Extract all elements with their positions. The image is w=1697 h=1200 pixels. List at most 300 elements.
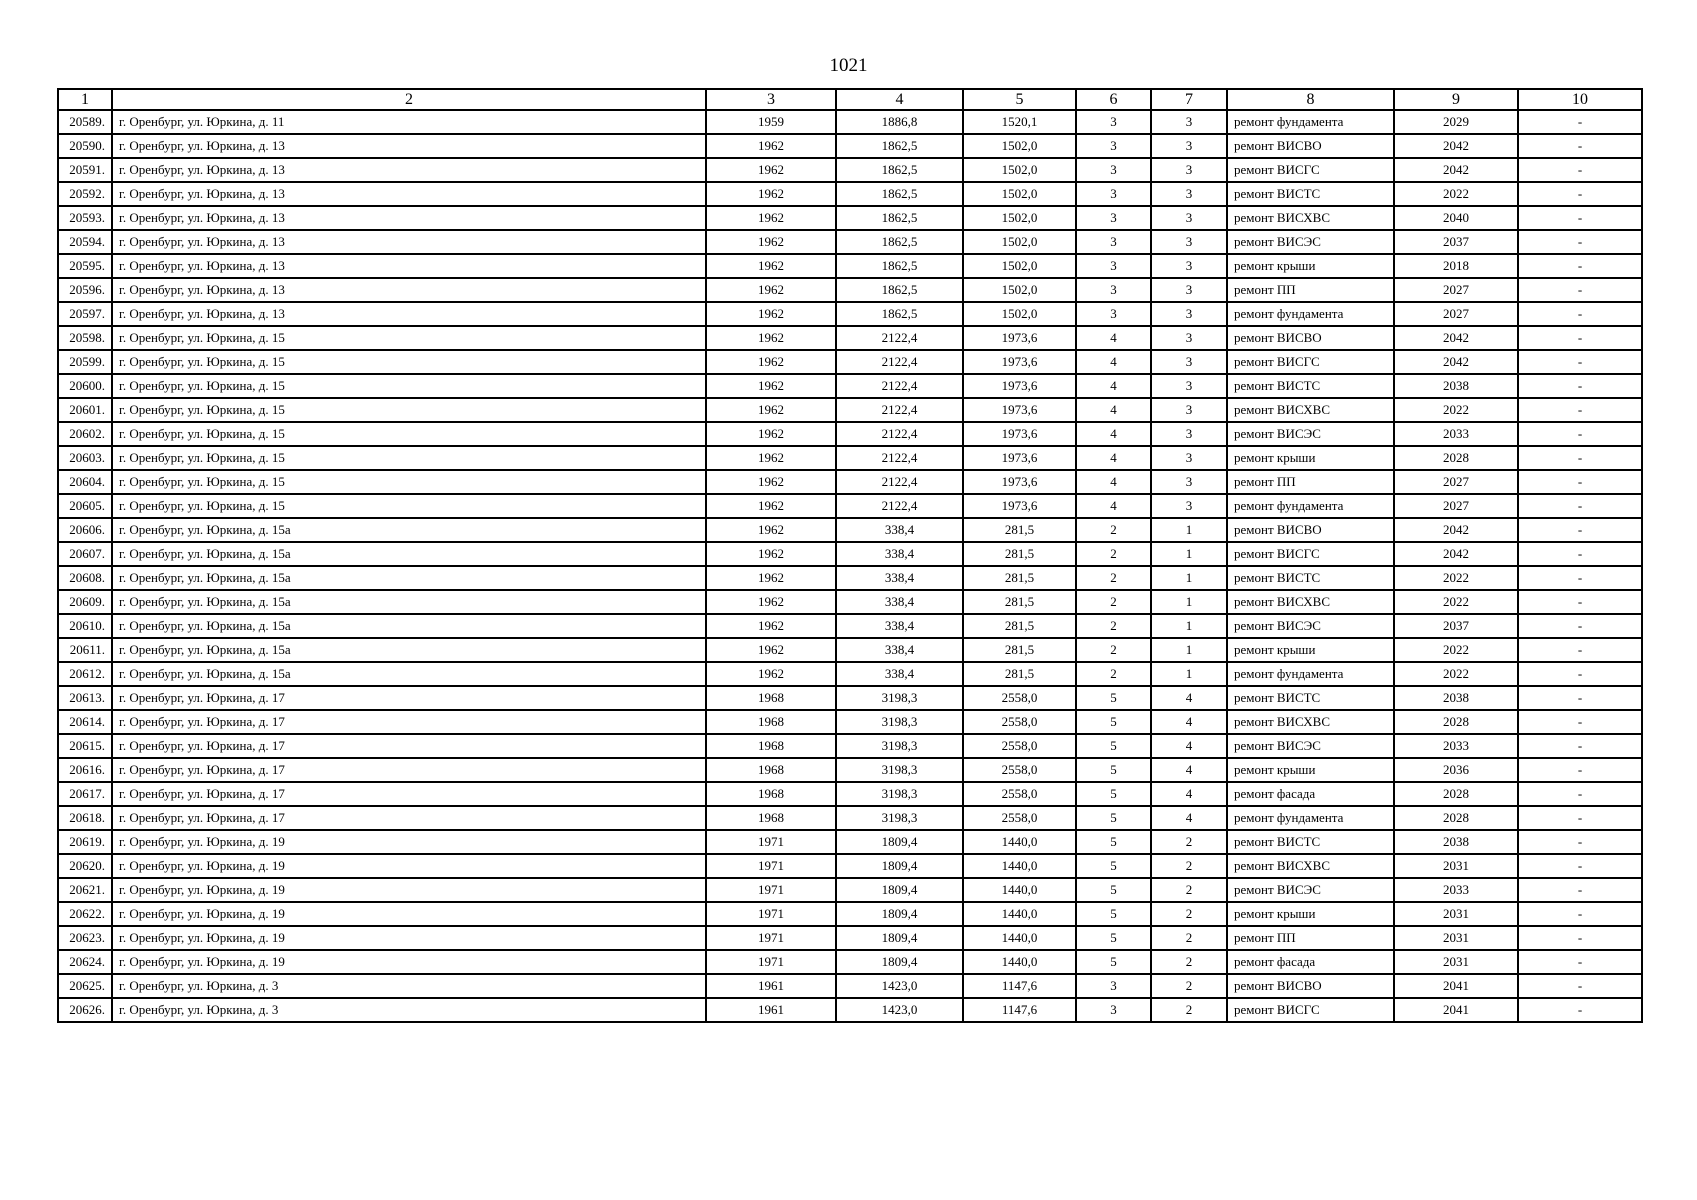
cell-living-area: 1973,6: [963, 374, 1076, 398]
cell-total-area: 1862,5: [836, 206, 963, 230]
cell-address: г. Оренбург, ул. Юркина, д. 15а: [112, 542, 706, 566]
cell-work-type: ремонт крыши: [1227, 254, 1394, 278]
cell-total-area: 3198,3: [836, 734, 963, 758]
cell-work-type: ремонт крыши: [1227, 638, 1394, 662]
cell-address: г. Оренбург, ул. Юркина, д. 13: [112, 254, 706, 278]
cell-row-number: 20607.: [58, 542, 112, 566]
cell-note: -: [1518, 758, 1642, 782]
cell-year-built: 1959: [706, 110, 836, 134]
cell-floors: 3: [1076, 278, 1151, 302]
cell-living-area: 2558,0: [963, 710, 1076, 734]
cell-address: г. Оренбург, ул. Юркина, д. 13: [112, 206, 706, 230]
cell-total-area: 1809,4: [836, 926, 963, 950]
cell-planned-year: 2028: [1394, 446, 1518, 470]
cell-address: г. Оренбург, ул. Юркина, д. 19: [112, 830, 706, 854]
cell-total-area: 3198,3: [836, 686, 963, 710]
table-row: [58, 926, 1642, 950]
cell-work-type: ремонт фундамента: [1227, 494, 1394, 518]
cell-planned-year: 2042: [1394, 326, 1518, 350]
cell-planned-year: 2038: [1394, 374, 1518, 398]
cell-floors: 2: [1076, 518, 1151, 542]
cell-address: г. Оренбург, ул. Юркина, д. 15а: [112, 614, 706, 638]
cell-planned-year: 2028: [1394, 782, 1518, 806]
table-row: [58, 230, 1642, 254]
cell-entrances: 1: [1151, 614, 1227, 638]
cell-address: г. Оренбург, ул. Юркина, д. 19: [112, 878, 706, 902]
cell-address: г. Оренбург, ул. Юркина, д. 13: [112, 278, 706, 302]
cell-entrances: 3: [1151, 398, 1227, 422]
cell-living-area: 1520,1: [963, 110, 1076, 134]
cell-planned-year: 2027: [1394, 278, 1518, 302]
cell-total-area: 338,4: [836, 518, 963, 542]
cell-living-area: 2558,0: [963, 734, 1076, 758]
cell-living-area: 281,5: [963, 542, 1076, 566]
cell-total-area: 2122,4: [836, 422, 963, 446]
cell-note: -: [1518, 854, 1642, 878]
cell-living-area: 1502,0: [963, 278, 1076, 302]
cell-work-type: ремонт ВИСВО: [1227, 974, 1394, 998]
cell-work-type: ремонт крыши: [1227, 758, 1394, 782]
cell-floors: 4: [1076, 494, 1151, 518]
cell-living-area: 2558,0: [963, 758, 1076, 782]
cell-row-number: 20592.: [58, 182, 112, 206]
cell-work-type: ремонт ВИСХВС: [1227, 206, 1394, 230]
cell-living-area: 281,5: [963, 566, 1076, 590]
table-row: [58, 806, 1642, 830]
cell-planned-year: 2033: [1394, 878, 1518, 902]
cell-note: -: [1518, 830, 1642, 854]
table-row: [58, 158, 1642, 182]
cell-entrances: 3: [1151, 182, 1227, 206]
cell-entrances: 1: [1151, 518, 1227, 542]
cell-floors: 4: [1076, 446, 1151, 470]
cell-address: г. Оренбург, ул. Юркина, д. 13: [112, 182, 706, 206]
cell-address: г. Оренбург, ул. Юркина, д. 17: [112, 758, 706, 782]
cell-entrances: 3: [1151, 470, 1227, 494]
cell-living-area: 1440,0: [963, 854, 1076, 878]
cell-year-built: 1968: [706, 806, 836, 830]
cell-work-type: ремонт ВИСЭС: [1227, 734, 1394, 758]
cell-living-area: 1973,6: [963, 326, 1076, 350]
cell-work-type: ремонт ВИСТС: [1227, 566, 1394, 590]
table-row: [58, 998, 1642, 1022]
cell-total-area: 2122,4: [836, 374, 963, 398]
cell-total-area: 338,4: [836, 662, 963, 686]
cell-living-area: 1973,6: [963, 350, 1076, 374]
cell-total-area: 1862,5: [836, 158, 963, 182]
cell-row-number: 20597.: [58, 302, 112, 326]
cell-total-area: 2122,4: [836, 494, 963, 518]
column-header: 7: [1151, 89, 1227, 110]
cell-planned-year: 2027: [1394, 470, 1518, 494]
cell-note: -: [1518, 614, 1642, 638]
cell-entrances: 1: [1151, 638, 1227, 662]
table-row: [58, 830, 1642, 854]
cell-address: г. Оренбург, ул. Юркина, д. 13: [112, 230, 706, 254]
cell-year-built: 1962: [706, 590, 836, 614]
cell-address: г. Оренбург, ул. Юркина, д. 19: [112, 902, 706, 926]
cell-total-area: 338,4: [836, 566, 963, 590]
cell-planned-year: 2022: [1394, 590, 1518, 614]
cell-total-area: 1862,5: [836, 278, 963, 302]
cell-note: -: [1518, 638, 1642, 662]
cell-row-number: 20618.: [58, 806, 112, 830]
cell-note: -: [1518, 350, 1642, 374]
table-row: [58, 182, 1642, 206]
cell-address: г. Оренбург, ул. Юркина, д. 15: [112, 446, 706, 470]
cell-planned-year: 2027: [1394, 494, 1518, 518]
cell-note: -: [1518, 542, 1642, 566]
cell-row-number: 20620.: [58, 854, 112, 878]
cell-floors: 5: [1076, 686, 1151, 710]
cell-year-built: 1962: [706, 254, 836, 278]
cell-row-number: 20613.: [58, 686, 112, 710]
cell-planned-year: 2028: [1394, 710, 1518, 734]
cell-note: -: [1518, 278, 1642, 302]
cell-year-built: 1971: [706, 950, 836, 974]
cell-entrances: 4: [1151, 806, 1227, 830]
cell-living-area: 1502,0: [963, 302, 1076, 326]
cell-living-area: 281,5: [963, 662, 1076, 686]
cell-floors: 2: [1076, 542, 1151, 566]
cell-year-built: 1962: [706, 542, 836, 566]
cell-row-number: 20598.: [58, 326, 112, 350]
cell-row-number: 20589.: [58, 110, 112, 134]
cell-note: -: [1518, 782, 1642, 806]
cell-planned-year: 2027: [1394, 302, 1518, 326]
cell-living-area: 1440,0: [963, 950, 1076, 974]
cell-planned-year: 2037: [1394, 230, 1518, 254]
cell-work-type: ремонт ВИСЭС: [1227, 878, 1394, 902]
cell-row-number: 20590.: [58, 134, 112, 158]
cell-year-built: 1962: [706, 302, 836, 326]
cell-floors: 4: [1076, 350, 1151, 374]
cell-floors: 2: [1076, 614, 1151, 638]
cell-planned-year: 2038: [1394, 830, 1518, 854]
cell-entrances: 3: [1151, 230, 1227, 254]
cell-year-built: 1962: [706, 518, 836, 542]
cell-living-area: 1973,6: [963, 398, 1076, 422]
cell-address: г. Оренбург, ул. Юркина, д. 15а: [112, 638, 706, 662]
cell-row-number: 20617.: [58, 782, 112, 806]
cell-planned-year: 2029: [1394, 110, 1518, 134]
cell-year-built: 1968: [706, 758, 836, 782]
cell-total-area: 1809,4: [836, 854, 963, 878]
cell-planned-year: 2031: [1394, 854, 1518, 878]
cell-total-area: 338,4: [836, 590, 963, 614]
column-header: 6: [1076, 89, 1151, 110]
cell-work-type: ремонт ВИСХВС: [1227, 590, 1394, 614]
cell-entrances: 3: [1151, 158, 1227, 182]
cell-address: г. Оренбург, ул. Юркина, д. 15а: [112, 518, 706, 542]
cell-entrances: 2: [1151, 926, 1227, 950]
cell-floors: 4: [1076, 326, 1151, 350]
cell-planned-year: 2022: [1394, 662, 1518, 686]
cell-planned-year: 2042: [1394, 542, 1518, 566]
cell-planned-year: 2031: [1394, 926, 1518, 950]
cell-address: г. Оренбург, ул. Юркина, д. 17: [112, 782, 706, 806]
cell-address: г. Оренбург, ул. Юркина, д. 15: [112, 326, 706, 350]
table-row: [58, 254, 1642, 278]
cell-year-built: 1962: [706, 182, 836, 206]
cell-entrances: 3: [1151, 302, 1227, 326]
cell-year-built: 1971: [706, 926, 836, 950]
cell-living-area: 1502,0: [963, 230, 1076, 254]
table-row: [58, 542, 1642, 566]
table-row: [58, 518, 1642, 542]
table-row: [58, 206, 1642, 230]
cell-total-area: 3198,3: [836, 710, 963, 734]
cell-year-built: 1962: [706, 374, 836, 398]
cell-work-type: ремонт ВИСХВС: [1227, 710, 1394, 734]
cell-note: -: [1518, 134, 1642, 158]
cell-note: -: [1518, 446, 1642, 470]
cell-year-built: 1968: [706, 686, 836, 710]
page-number: 1021: [829, 55, 868, 76]
table-row: [58, 302, 1642, 326]
cell-floors: 3: [1076, 974, 1151, 998]
cell-planned-year: 2031: [1394, 950, 1518, 974]
cell-year-built: 1962: [706, 446, 836, 470]
cell-work-type: ремонт ПП: [1227, 926, 1394, 950]
cell-year-built: 1962: [706, 470, 836, 494]
cell-living-area: 1440,0: [963, 878, 1076, 902]
cell-planned-year: 2037: [1394, 614, 1518, 638]
cell-year-built: 1962: [706, 350, 836, 374]
cell-total-area: 338,4: [836, 614, 963, 638]
cell-address: г. Оренбург, ул. Юркина, д. 15: [112, 494, 706, 518]
cell-living-area: 1147,6: [963, 998, 1076, 1022]
cell-total-area: 1809,4: [836, 878, 963, 902]
column-header: 1: [58, 89, 112, 110]
cell-address: г. Оренбург, ул. Юркина, д. 19: [112, 950, 706, 974]
cell-year-built: 1971: [706, 902, 836, 926]
cell-floors: 3: [1076, 182, 1151, 206]
cell-total-area: 3198,3: [836, 758, 963, 782]
cell-floors: 3: [1076, 254, 1151, 278]
cell-planned-year: 2022: [1394, 398, 1518, 422]
cell-work-type: ремонт ВИСГС: [1227, 158, 1394, 182]
cell-work-type: ремонт ВИСТС: [1227, 686, 1394, 710]
column-header: 9: [1394, 89, 1518, 110]
cell-entrances: 3: [1151, 374, 1227, 398]
cell-floors: 5: [1076, 782, 1151, 806]
cell-address: г. Оренбург, ул. Юркина, д. 15: [112, 470, 706, 494]
cell-floors: 4: [1076, 422, 1151, 446]
cell-floors: 3: [1076, 110, 1151, 134]
cell-floors: 5: [1076, 950, 1151, 974]
table-row: [58, 734, 1642, 758]
cell-planned-year: 2022: [1394, 566, 1518, 590]
cell-floors: 5: [1076, 758, 1151, 782]
cell-row-number: 20623.: [58, 926, 112, 950]
cell-note: -: [1518, 878, 1642, 902]
cell-year-built: 1962: [706, 494, 836, 518]
cell-address: г. Оренбург, ул. Юркина, д. 17: [112, 710, 706, 734]
cell-row-number: 20616.: [58, 758, 112, 782]
cell-floors: 3: [1076, 998, 1151, 1022]
cell-work-type: ремонт ПП: [1227, 470, 1394, 494]
table-row: [58, 326, 1642, 350]
cell-row-number: 20606.: [58, 518, 112, 542]
cell-note: -: [1518, 734, 1642, 758]
cell-row-number: 20626.: [58, 998, 112, 1022]
cell-note: -: [1518, 806, 1642, 830]
cell-living-area: 2558,0: [963, 782, 1076, 806]
cell-entrances: 3: [1151, 326, 1227, 350]
table-row: [58, 710, 1642, 734]
cell-entrances: 2: [1151, 854, 1227, 878]
cell-planned-year: 2041: [1394, 998, 1518, 1022]
cell-floors: 5: [1076, 926, 1151, 950]
cell-address: г. Оренбург, ул. Юркина, д. 15: [112, 350, 706, 374]
cell-total-area: 1423,0: [836, 998, 963, 1022]
table-row: [58, 662, 1642, 686]
header-row: [58, 89, 1642, 110]
table-row: [58, 374, 1642, 398]
cell-work-type: ремонт ВИСВО: [1227, 326, 1394, 350]
cell-note: -: [1518, 326, 1642, 350]
column-header: 10: [1518, 89, 1642, 110]
cell-year-built: 1962: [706, 422, 836, 446]
table-row: [58, 134, 1642, 158]
cell-address: г. Оренбург, ул. Юркина, д. 15а: [112, 590, 706, 614]
cell-note: -: [1518, 902, 1642, 926]
cell-note: -: [1518, 566, 1642, 590]
cell-address: г. Оренбург, ул. Юркина, д. 17: [112, 686, 706, 710]
cell-note: -: [1518, 494, 1642, 518]
cell-planned-year: 2038: [1394, 686, 1518, 710]
cell-living-area: 2558,0: [963, 806, 1076, 830]
cell-floors: 2: [1076, 662, 1151, 686]
cell-note: -: [1518, 518, 1642, 542]
cell-year-built: 1962: [706, 326, 836, 350]
cell-year-built: 1962: [706, 278, 836, 302]
cell-planned-year: 2042: [1394, 158, 1518, 182]
cell-entrances: 3: [1151, 422, 1227, 446]
cell-year-built: 1962: [706, 230, 836, 254]
cell-work-type: ремонт крыши: [1227, 902, 1394, 926]
table-row: [58, 566, 1642, 590]
cell-planned-year: 2033: [1394, 734, 1518, 758]
cell-living-area: 1502,0: [963, 158, 1076, 182]
cell-entrances: 2: [1151, 974, 1227, 998]
cell-living-area: 1973,6: [963, 470, 1076, 494]
cell-planned-year: 2018: [1394, 254, 1518, 278]
cell-total-area: 2122,4: [836, 326, 963, 350]
cell-living-area: 1502,0: [963, 182, 1076, 206]
cell-living-area: 281,5: [963, 614, 1076, 638]
cell-floors: 2: [1076, 590, 1151, 614]
cell-work-type: ремонт ВИСГС: [1227, 998, 1394, 1022]
cell-note: -: [1518, 110, 1642, 134]
cell-total-area: 338,4: [836, 542, 963, 566]
cell-note: -: [1518, 254, 1642, 278]
cell-note: -: [1518, 974, 1642, 998]
cell-address: г. Оренбург, ул. Юркина, д. 3: [112, 974, 706, 998]
cell-note: -: [1518, 422, 1642, 446]
cell-year-built: 1971: [706, 830, 836, 854]
cell-address: г. Оренбург, ул. Юркина, д. 15: [112, 374, 706, 398]
cell-work-type: ремонт ВИСХВС: [1227, 398, 1394, 422]
cell-row-number: 20591.: [58, 158, 112, 182]
cell-entrances: 2: [1151, 950, 1227, 974]
cell-row-number: 20611.: [58, 638, 112, 662]
cell-entrances: 1: [1151, 542, 1227, 566]
cell-floors: 5: [1076, 878, 1151, 902]
cell-entrances: 4: [1151, 686, 1227, 710]
cell-row-number: 20619.: [58, 830, 112, 854]
cell-entrances: 2: [1151, 902, 1227, 926]
cell-floors: 2: [1076, 566, 1151, 590]
cell-address: г. Оренбург, ул. Юркина, д. 15: [112, 422, 706, 446]
cell-living-area: 1502,0: [963, 254, 1076, 278]
cell-address: г. Оренбург, ул. Юркина, д. 13: [112, 134, 706, 158]
cell-floors: 5: [1076, 710, 1151, 734]
cell-work-type: ремонт ВИСЭС: [1227, 230, 1394, 254]
table-row: [58, 470, 1642, 494]
cell-work-type: ремонт ВИСВО: [1227, 518, 1394, 542]
cell-entrances: 2: [1151, 878, 1227, 902]
cell-year-built: 1961: [706, 974, 836, 998]
cell-work-type: ремонт ВИСТС: [1227, 182, 1394, 206]
table-row: [58, 782, 1642, 806]
cell-address: г. Оренбург, ул. Юркина, д. 11: [112, 110, 706, 134]
cell-planned-year: 2028: [1394, 806, 1518, 830]
cell-address: г. Оренбург, ул. Юркина, д. 15а: [112, 566, 706, 590]
cell-row-number: 20625.: [58, 974, 112, 998]
cell-address: г. Оренбург, ул. Юркина, д. 15а: [112, 662, 706, 686]
cell-row-number: 20596.: [58, 278, 112, 302]
cell-note: -: [1518, 662, 1642, 686]
cell-total-area: 338,4: [836, 638, 963, 662]
cell-work-type: ремонт ПП: [1227, 278, 1394, 302]
cell-entrances: 4: [1151, 734, 1227, 758]
cell-living-area: 1973,6: [963, 494, 1076, 518]
cell-address: г. Оренбург, ул. Юркина, д. 13: [112, 302, 706, 326]
cell-planned-year: 2042: [1394, 518, 1518, 542]
cell-entrances: 4: [1151, 758, 1227, 782]
cell-work-type: ремонт фасада: [1227, 950, 1394, 974]
cell-living-area: 1440,0: [963, 830, 1076, 854]
cell-total-area: 2122,4: [836, 398, 963, 422]
column-header: 4: [836, 89, 963, 110]
cell-planned-year: 2040: [1394, 206, 1518, 230]
cell-total-area: 1809,4: [836, 950, 963, 974]
cell-planned-year: 2042: [1394, 134, 1518, 158]
cell-total-area: 3198,3: [836, 782, 963, 806]
cell-living-area: 1147,6: [963, 974, 1076, 998]
cell-planned-year: 2033: [1394, 422, 1518, 446]
cell-planned-year: 2022: [1394, 638, 1518, 662]
cell-planned-year: 2036: [1394, 758, 1518, 782]
cell-entrances: 2: [1151, 830, 1227, 854]
cell-work-type: ремонт ВИСГС: [1227, 542, 1394, 566]
cell-floors: 3: [1076, 158, 1151, 182]
table-row: [58, 974, 1642, 998]
cell-work-type: ремонт ВИСЭС: [1227, 422, 1394, 446]
cell-planned-year: 2041: [1394, 974, 1518, 998]
cell-note: -: [1518, 710, 1642, 734]
cell-note: -: [1518, 950, 1642, 974]
cell-living-area: 1973,6: [963, 422, 1076, 446]
cell-note: -: [1518, 590, 1642, 614]
table-row: [58, 950, 1642, 974]
cell-work-type: ремонт ВИСЭС: [1227, 614, 1394, 638]
table-row: [58, 758, 1642, 782]
table-row: [58, 350, 1642, 374]
cell-work-type: ремонт фундамента: [1227, 302, 1394, 326]
